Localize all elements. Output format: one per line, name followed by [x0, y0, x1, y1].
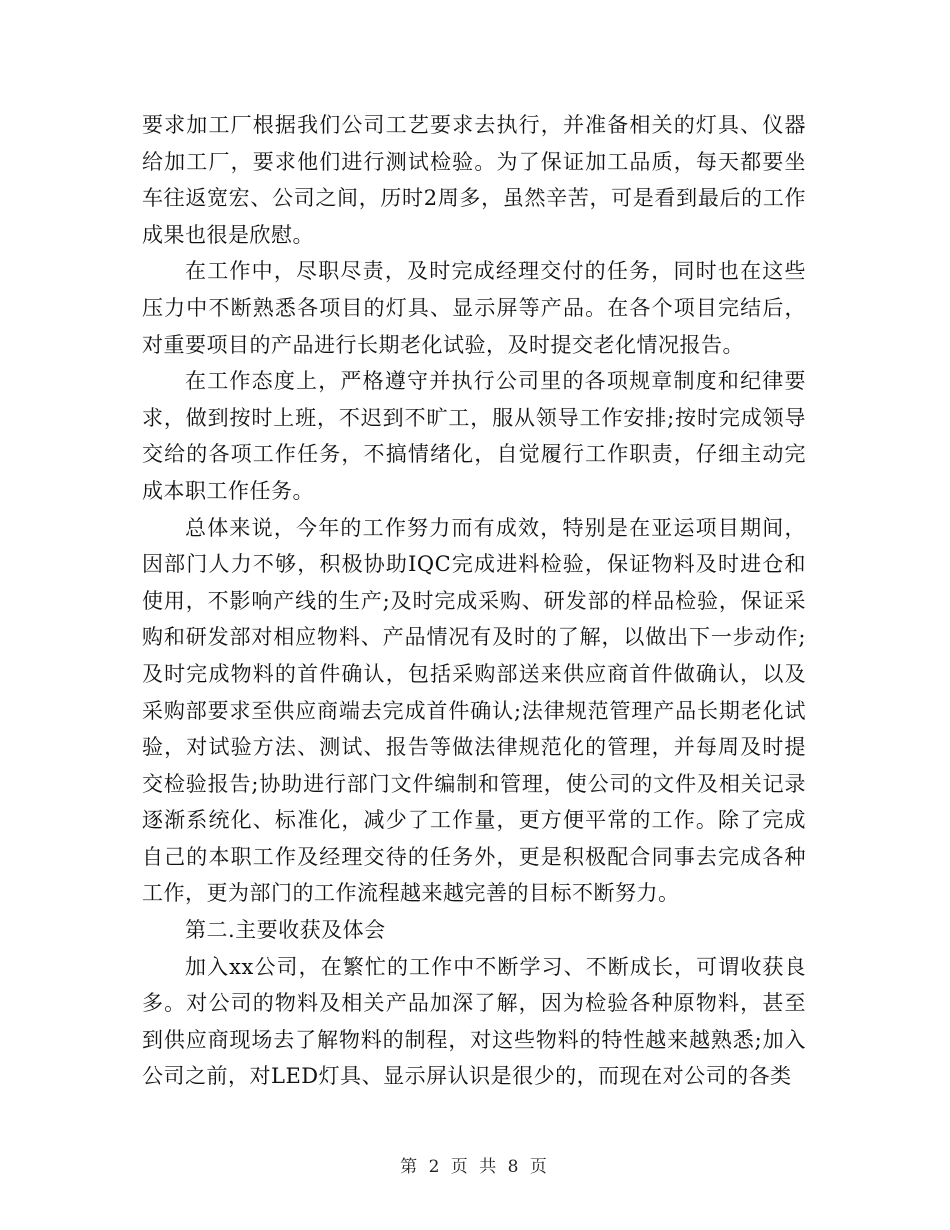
section-heading: 第二.主要收获及体会: [185, 918, 386, 943]
page-footer: 第 2 页 共 8 页: [400, 1157, 550, 1177]
paragraph-gains: 加入xx公司，在繁忙的工作中不断学习、不断成长，可谓收获良多。对公司的物料及相关产品加深了解，因为检验各种原物料，甚至到供应商现场去了解物料的制程，对这些物料的特性越来越熟悉;加入公司之前，对LED灯具、显示屏认识是很少的，而现在对公司的各类: [142, 954, 806, 1089]
document-body: [142, 107, 806, 1095]
paragraph-work-attitude: 在工作态度上，严格遵守并执行公司里的各项规章制度和纪律要求，做到按时上班，不迟到不旷工，服从领导工作安排;按时完成领导交给的各项工作任务，不搞情绪化，自觉履行工作职责，仔细主动完成本职工作任务。: [142, 369, 806, 503]
paragraph-continuation: 要求加工厂根据我们公司工艺要求去执行，并准备相关的灯具、仪器给加工厂，要求他们进行测试检验。为了保证加工品质，每天都要坐车往返宽宏、公司之间，历时2周多，虽然辛苦，可是看到最后的工作成果也很是欣慰。: [142, 113, 806, 247]
paragraph-summary: 总体来说，今年的工作努力而有成效，特别是在亚运项目期间，因部门人力不够，积极协助IQC完成进料检验，保证物料及时进仓和使用，不影响产线的生产;及时完成采购、研发部的样品检验，保证采购和研发部对相应物料、产品情况有及时的了解，以做出下一步动作;及时完成物料的首件确认，包括采购部送来供应商首件做确认，以及采购部要求至供应商端去完成首件确认;法律规范管理产品长期老化试验，对试验方法、测试、报告等做法律规范化的管理，并每周及时提交检验报告;协助进行部门文件编制和管理，使公司的文件及相关记录逐渐系统化、标准化，减少了工作量，更方便平常的工作。除了完成自己的本职工作及经理交待的任务外，更是积极配合同事去完成各种工作，更为部门的工作流程越来越完善的目标不断努力。: [142, 515, 806, 906]
paragraph-work-duties: 在工作中，尽职尽责，及时完成经理交付的任务，同时也在这些压力中不断熟悉各项目的灯具、显示屏等产品。在各个项目完结后，对重要项目的产品进行长期老化试验，及时提交老化情况报告。: [142, 259, 806, 357]
